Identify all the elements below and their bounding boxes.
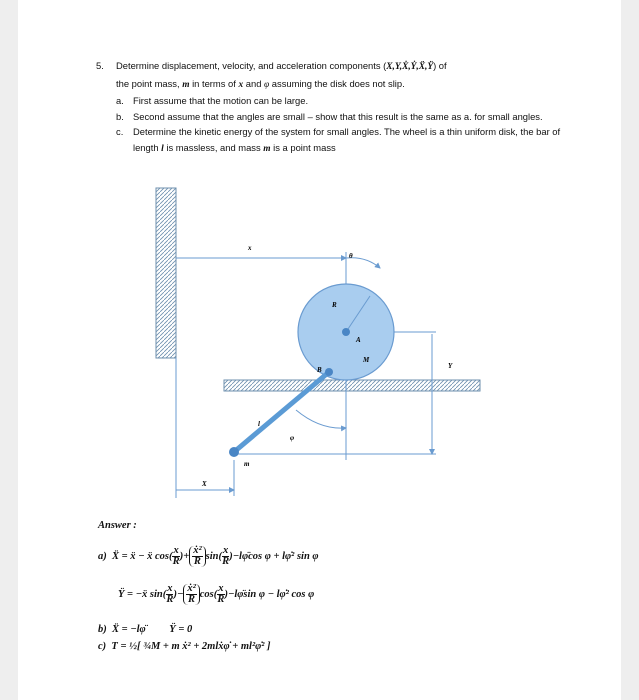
part-c-text-b: is massless, and mass xyxy=(163,141,264,153)
label-a: A xyxy=(356,336,361,344)
answer-c-label: c) xyxy=(98,641,107,652)
answer-c xyxy=(98,641,271,652)
label-b: B xyxy=(317,366,322,374)
a2-lhs: Ÿ = −ẍ sin( xyxy=(118,588,167,600)
part-b-letter: b. xyxy=(116,110,124,122)
c-eq: T = ½[ ¾M + m ẋ² + 2mlẋφ̇ + ml²φ̇² ] xyxy=(111,641,271,652)
a2-box xyxy=(183,584,199,605)
answer-label: Answer : xyxy=(98,520,137,531)
disk-center-a xyxy=(342,328,350,336)
a1-tail: )−lφ̈cos φ + lφ̇² sin φ xyxy=(229,550,319,562)
label-m-disk: M xyxy=(363,356,370,364)
point-mass xyxy=(229,447,239,457)
var-x: x xyxy=(238,79,244,90)
line2-text-d: assuming the disk does not slip. xyxy=(269,77,405,89)
label-x-top: x xyxy=(248,244,252,252)
part-c-text-c: is a point mass xyxy=(270,141,336,153)
a1-frac-num: x xyxy=(173,545,179,556)
answer-a-line2 xyxy=(118,584,314,605)
statement-vars: X,Y,Ẋ,Ẏ,Ẍ,Ÿ xyxy=(386,62,434,72)
statement-tail: ) of xyxy=(433,60,447,71)
pivot-b xyxy=(325,368,333,376)
line2-text-c: and xyxy=(243,77,265,89)
a1-frac xyxy=(172,546,179,567)
var-m: m xyxy=(182,79,190,90)
var-m-2: m xyxy=(263,143,271,154)
line2-text-a: the point mass, xyxy=(116,77,183,89)
label-x-lower: X xyxy=(202,480,207,488)
a2-box-num: ẋ² xyxy=(187,583,196,594)
mechanism-diagram xyxy=(18,0,621,700)
a2-cos: cos( xyxy=(199,588,218,600)
label-l: l xyxy=(258,420,260,428)
label-r: R xyxy=(332,301,337,309)
phi-arrow xyxy=(296,410,346,428)
a2-box-den: R xyxy=(188,594,196,605)
answer-a-label: a) xyxy=(98,550,107,562)
a1-box xyxy=(189,546,205,567)
part-c-text-a: Determine the kinetic energy of the system for small angles. The wheel is a thin uniform disk, the bar of length xyxy=(133,126,561,153)
a1-frac-den: R xyxy=(172,556,180,567)
a1-lhs: Ẍ = ẍ − ẍ cos( xyxy=(112,550,173,562)
line2-text-b: in terms of xyxy=(189,77,239,89)
a2-mid: )− xyxy=(173,588,184,600)
a1-box-den: R xyxy=(193,556,201,567)
vertical-wall xyxy=(156,188,176,358)
b-eq2: Ÿ = 0 xyxy=(169,624,193,635)
part-b-text: Second assume that the angles are small – show that this result is the same as a. for small angles. xyxy=(133,110,543,122)
a2-frac-den: R xyxy=(166,594,174,605)
a1-sin-num: x xyxy=(222,545,229,556)
a1-sin-den: R xyxy=(222,556,230,567)
a2-cos-den: R xyxy=(217,594,225,605)
part-a-letter: a. xyxy=(116,95,124,107)
part-a-text: First assume that the motion can be large. xyxy=(133,95,309,107)
a1-box-num: ẋ² xyxy=(193,545,202,556)
a1-mid: )+ xyxy=(179,550,190,562)
label-y: Y xyxy=(448,362,453,370)
statement-lead: Determine displacement, velocity, and acceleration components ( xyxy=(116,60,387,71)
answer-b xyxy=(98,624,192,635)
ground-surface xyxy=(224,380,480,391)
answer-b-label: b) xyxy=(98,624,107,635)
a2-cos-num: x xyxy=(218,583,224,594)
b-eq1: Ẍ = −lφ̈ xyxy=(112,624,146,635)
problem-number: 5. xyxy=(96,60,104,71)
answer-a-line1 xyxy=(98,546,319,567)
document-page xyxy=(18,0,621,700)
a2-frac-num: x xyxy=(167,583,173,594)
var-phi: φ xyxy=(264,79,270,90)
a2-tail: )−lφ̈sin φ − lφ̇² cos φ xyxy=(224,588,315,600)
label-m-mass: m xyxy=(244,460,250,468)
label-theta: θ xyxy=(349,252,353,260)
a1-sin: sin( xyxy=(205,550,222,562)
var-l: l xyxy=(161,143,164,154)
label-phi: φ xyxy=(290,434,295,442)
part-c-letter: c. xyxy=(116,126,124,138)
